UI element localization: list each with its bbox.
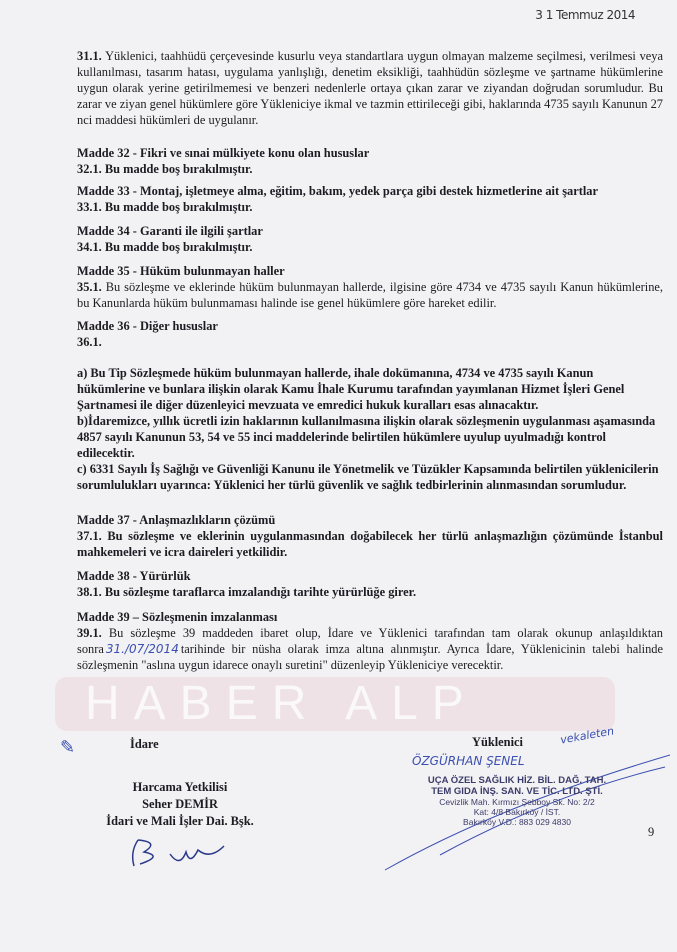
- yuklenici-label: Yüklenici: [472, 735, 523, 749]
- clause-number: 35.1.: [77, 280, 102, 294]
- clause-text: tarihinde bir nüsha olarak imza altına alınmıştır. Ayrıca İdare, Yüklenicinin talebi halinde sözleşmenin "aslına uygun idarece onaylı suretini" düzenleyip Yükleniciye verecektir.: [77, 642, 663, 672]
- article-37-body: 37.1. Bu sözleşme ve eklerinin uygulanmasından doğabilecek her türlü anlaşmazlığın çözümünde İstanbul mahkemeleri ve icra daireleri yetkilidir.: [77, 529, 663, 559]
- article-36-b: b)İdaremizce, yıllık ücretli izin haklarının kullanılmasına ilişkin olarak sözleşmenin uygulanması aşamasında 4857 sayılı Kanunun 53, 54 ve 55 inci maddelerinde belirtilen hükümlere uyulup uyulmadığı kontrol edilecektir.: [77, 414, 656, 460]
- stamp-line: Cevizlik Mah. Kırmızı Şebboy Sk. No: 2/2: [439, 797, 595, 807]
- article-33-title: Madde 33 - Montaj, işletmeye alma, eğitim, bakım, yedek parça gibi destek hizmetlerine ait şartlar: [77, 184, 599, 198]
- date-stamp: 3 1 Temmuz 2014: [535, 8, 635, 22]
- stamp-line: UÇA ÖZEL SAĞLIK HİZ. BİL. DAĞ. TAH.: [427, 775, 607, 786]
- idare-role: Harcama Yetkilisi: [132, 780, 228, 794]
- initial-mark: ✎: [60, 737, 76, 758]
- stamp-line: Bakırköy V.D.: 883 029 4830: [463, 817, 571, 827]
- clause-number: 31.1.: [77, 49, 102, 63]
- article-33-body: 33.1. Bu madde boş bırakılmıştır.: [77, 200, 253, 214]
- article-36-c: c) 6331 Sayılı İş Sağlığı ve Güvenliği Kanunu ile Yönetmelik ve Tüzükler Kapsamında belirtilen yüklenicilerin sorumlulukları uyarınca: Yüklenici her türlü güvenlik ve sağlık tedbirlerinin alınmasından sorumludur.: [77, 462, 659, 492]
- clause-text: Bu sözleşme 39 maddeden ibaret olup, İdare ve Yüklenici tarafından tam olarak okunup anlaşıldıktan sonra: [77, 626, 663, 656]
- idare-signature: [120, 832, 230, 872]
- article-36-num: 36.1.: [77, 335, 102, 349]
- article-35-body: [77, 279, 663, 311]
- handwritten-date: 31./07/2014: [105, 642, 179, 656]
- article-38-body: 38.1. Bu sözleşme taraflarca imzalandığı tarihte yürürlüğe girer.: [77, 585, 417, 599]
- stamp-line: TEM GIDA İNŞ. SAN. VE TİC. LTD. ŞTİ.: [431, 786, 603, 797]
- article-32-body: 32.1. Bu madde boş bırakılmıştır.: [77, 162, 253, 176]
- article-36-title: Madde 36 - Diğer hususlar: [77, 319, 218, 333]
- clause-number: 39.1.: [77, 626, 102, 640]
- article-34-title: Madde 34 - Garanti ile ilgili şartlar: [77, 224, 263, 238]
- watermark-text: HABER ALP: [85, 677, 478, 730]
- article-34-body: 34.1. Bu madde boş bırakılmıştır.: [77, 240, 253, 254]
- watermark-band: [55, 677, 615, 731]
- idare-label: İdare: [130, 737, 159, 751]
- article-39-title: Madde 39 – Sözleşmenin imzalanması: [77, 610, 278, 624]
- article-36-a: a) Bu Tip Sözleşmede hüküm bulunmayan hallerde, ihale dokümanına, 4734 ve 4735 sayılı Kanun hükümlerine ve bunlara ilişkin olarak Kamu İhale Kurumu tarafından yayımlanan Hizmet İşleri Genel Şartnamesi ile diğer düzenleyici mevzuata ve emredici hukuk kuralları esas alınacaktır.: [77, 366, 625, 412]
- idare-name: Seher DEMİR: [142, 797, 218, 811]
- stamp-line: Kat: 4/8 Bakırköy / İST.: [473, 807, 561, 817]
- company-stamp: [412, 775, 622, 827]
- handwritten-note: vekaleten: [559, 724, 615, 747]
- clause-text: Yüklenici, taahhüdü çerçevesinde kusurlu veya standartlara uygun olmayan malzeme seçilmesi, verilmesi veya kullanılması, tasarım hatası, uygulama yanlışlığı, denetim eksikliği, taahhüdün sözleşme ve şartname hükümlerine uygun olarak yerine getirilmemesi ve benzeri nedenlerle ortaya çıkan zarar ve ziyandan doğrudan sorumludur. Bu zarar ve ziyan genel hükümlere göre Yükleniciye ikmal ve tazmin ettirileceği gibi, haklarında 4735 sayılı Kanunun 27 nci maddesi hükümleri de uygulanır.: [77, 49, 663, 127]
- handwritten-name: ÖZGÜRHAN ŞENEL: [412, 754, 525, 768]
- signature-area: [0, 724, 677, 880]
- idare-title: İdari ve Mali İşler Dai. Bşk.: [106, 814, 254, 828]
- article-32-title: Madde 32 - Fikri ve sınai mülkiyete konu olan hususlar: [77, 146, 370, 160]
- article-38-title: Madde 38 - Yürürlük: [77, 569, 191, 583]
- article-37-title: Madde 37 - Anlaşmazlıkların çözümü: [77, 513, 276, 527]
- clause-31-1: [77, 48, 663, 128]
- page-number: 9: [648, 825, 655, 839]
- article-39-body: [77, 625, 663, 673]
- article-35-title: Madde 35 - Hüküm bulunmayan haller: [77, 264, 285, 278]
- clause-text: Bu sözleşme ve eklerinde hüküm bulunmayan hallerde, ilgisine göre 4734 ve 4735 sayılı Kanun hükümlerine, bu Kanunlarda hüküm bulunmaması halinde ise genel hükümlere göre hareket edilir.: [77, 280, 663, 310]
